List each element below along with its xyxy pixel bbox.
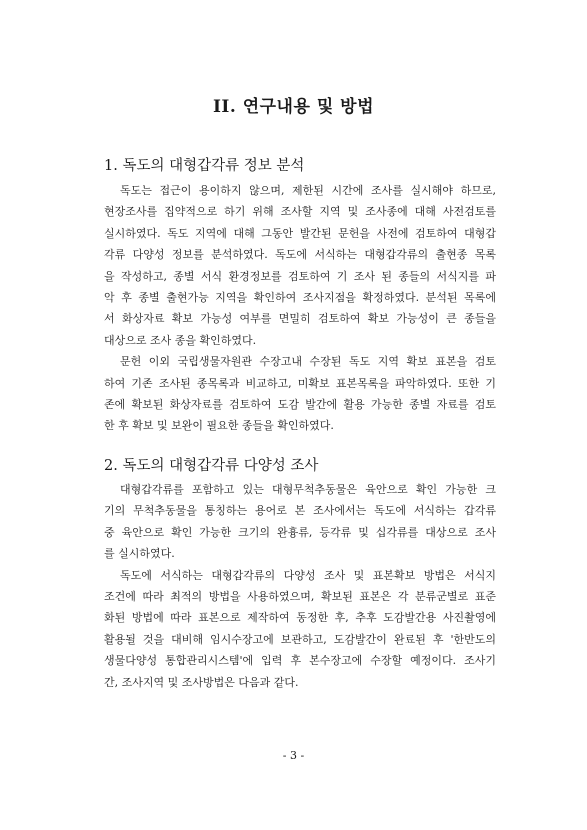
section-2-title: 2. 독도의 대형갑각류 다양성 조사 (104, 458, 319, 474)
body-line: 대형갑각류를 포함하고 있는 대형무척추동물은 육안으로 확인 가능한 크 (120, 483, 496, 496)
body-line: 생물다양성 통합관리시스템'에 입력 후 본수장고에 수장할 예정이다. 조사기 (104, 654, 496, 668)
body-line: 현장조사를 집약적으로 하기 위해 조사할 지역 및 조사종에 대해 사전검토를 (104, 205, 496, 219)
body-line: 하여 기존 조사된 종목록과 비교하고, 미확보 표본목록을 파악하였다. 또한 기 (104, 376, 496, 390)
body-line: 악 후 종별 출현가능 지역을 확인하여 조사지점을 확정하였다. 분석된 목록에 (104, 290, 496, 304)
page-number: - 3 - (282, 749, 305, 762)
body-line: 기의 무척추동물을 통칭하는 용어로 본 조사에서는 독도에 서식하는 갑각류 (104, 504, 496, 518)
body-line: 존에 확보된 화상자료를 검토하여 도감 발간에 활용 가능한 종별 자료를 검토 (104, 397, 496, 411)
body-line: 대상으로 조사 종을 확인하였다. (104, 333, 257, 347)
body-line: 독도에 서식하는 대형갑각류의 다양성 조사 및 표본확보 방법은 서식지 (120, 568, 496, 582)
body-line: 독도는 접근이 용이하지 않으며, 제한된 시간에 조사를 실시해야 하므로, (120, 184, 496, 197)
section-1-body (104, 180, 496, 437)
chapter-title: II. 연구내용 및 방법 (212, 97, 375, 117)
body-line: 조건에 따라 최적의 방법을 사용하였으며, 확보된 표본은 각 분류군별로 표준 (104, 589, 496, 603)
section-2-body (104, 479, 496, 693)
body-line: 중 육안으로 확인 가능한 크기의 완흉류, 등각류 및 십각류를 대상으로 조사 (104, 525, 496, 539)
body-line: 화된 방법에 따라 표본으로 제작하여 동정한 후, 추후 도감발간용 사진촬영에 (104, 611, 496, 625)
body-line: 간, 조사지역 및 조사방법은 다음과 같다. (104, 675, 299, 689)
section-1-title: 1. 독도의 대형갑각류 정보 분석 (104, 158, 305, 174)
body-line: 서 화상자료 확보 가능성 여부를 면밀히 검토하여 확보 가능성이 큰 종들을 (104, 312, 496, 326)
body-line: 를 실시하였다. (104, 547, 175, 561)
body-line: 한 후 확보 및 보완이 필요한 종들을 확인하였다. (104, 419, 334, 433)
body-line: 각류 다양성 정보를 분석하였다. 독도에 서식하는 대형갑각류의 출현종 목록 (104, 248, 496, 262)
body-line: 을 작성하고, 종별 서식 환경정보를 검토하여 기 조사 된 종들의 서식지를 파 (104, 269, 496, 283)
body-line: 문헌 이외 국립생물자원관 수장고내 수장된 독도 지역 확보 표본을 검토 (120, 355, 496, 369)
body-line: 활용될 것을 대비해 임시수장고에 보관하고, 도감발간이 완료된 후 '한반도의 (104, 632, 496, 646)
body-line: 실시하였다. 독도 지역에 대해 그동안 발간된 문헌을 사전에 검토하여 대형갑 (104, 226, 496, 240)
